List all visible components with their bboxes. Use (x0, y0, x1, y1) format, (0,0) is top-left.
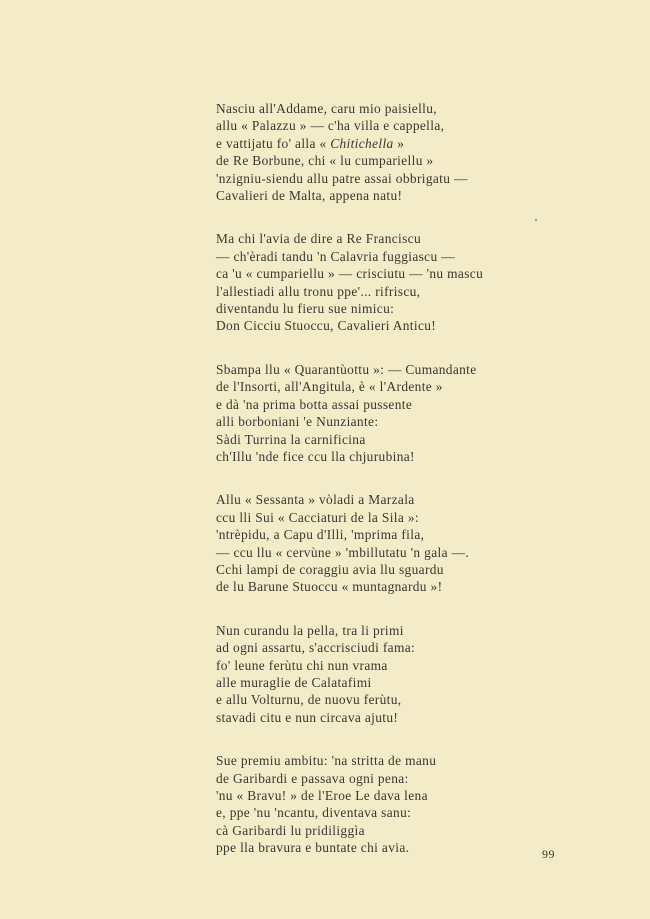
verse-line: Ma chi l'avia de dire a Re Franciscu (216, 231, 422, 247)
verse-line: alli borboniani 'e Nunziante: (216, 414, 379, 430)
verse-line: Nasciu all'Addame, caru mio paisiellu, (216, 101, 437, 116)
verse-line: cà Garibardi lu pridiliggìa (216, 822, 365, 838)
verse-line: Cchi lampi de coraggiu avia llu sguardu (216, 561, 444, 577)
verse-line: de Garibardi e passava ogni pena: (216, 770, 409, 786)
page-number: 99 (542, 847, 555, 861)
verse-line: ppe lla bravura e buntate chi avia. (216, 840, 410, 856)
verse-line: fo' leune ferùtu chi nun vrama (216, 657, 388, 673)
poem-body (216, 100, 516, 883)
verse-line: ch'Illu 'nde fice ccu lla chjurubina! (216, 448, 415, 464)
verse-line: allu « Palazzu » — c'ha villa e cappella, (216, 118, 445, 134)
verse-line: 'nu « Bravu! » de l'Eroe Le dava lena (216, 788, 428, 803)
verse-line: ccu lli Sui « Cacciaturi de la Sila »: (216, 509, 419, 525)
verse-line: diventandu lu fieru sue nimicu: (216, 301, 395, 317)
verse-line: Nun curandu la pella, tra li primi (216, 622, 404, 638)
verse-line: Sue premiu ambitu: 'na stritta de manu (216, 753, 437, 769)
print-speck (535, 219, 537, 221)
verse-line: e allu Volturnu, de nuovu ferùtu, (216, 692, 402, 708)
stanza (216, 361, 516, 465)
stanza (216, 752, 516, 856)
verse-line: e dà 'na prima botta assai pussente (216, 396, 413, 412)
verse-line: 'nzigniu-siendu allu patre assai obbrigatu — (216, 170, 468, 186)
verse-line: de Re Borbune, chi « lu cumpariellu » (216, 153, 434, 169)
verse-line: alle muraglie de Calatafimi (216, 674, 372, 690)
verse-line: ad ogni assartu, s'accrisciudi fama: (216, 640, 416, 656)
verse-line: l'allestiadi allu tronu ppe'... rifriscu, (216, 283, 421, 299)
verse-text: e vattijatu fo' alla « (216, 135, 331, 151)
verse-line (216, 135, 516, 152)
stanza (216, 491, 516, 595)
verse-line: ca 'u « cumpariellu » — crisciutu — 'nu mascu (216, 266, 484, 282)
verse-line: e, ppe 'nu 'ncantu, diventava sanu: (216, 805, 412, 821)
verse-line: Cavalieri de Malta, appena natu! (216, 188, 403, 204)
stanza (216, 230, 516, 334)
verse-line: Don Cicciu Stuoccu, Cavalieri Anticu! (216, 318, 437, 334)
verse-line: de l'Insorti, all'Angitula, è « l'Ardente » (216, 379, 443, 395)
stanza (216, 100, 516, 204)
verse-line: Sbampa llu « Quarantùottu »: — Cumandante (216, 361, 477, 377)
italic-place-name: Chitichella (330, 135, 394, 151)
verse-line: stavadi citu e nun circava ajutu! (216, 709, 399, 725)
verse-line: Allu « Sessanta » vòladi a Marzala (216, 492, 415, 508)
verse-text: » (393, 135, 405, 151)
verse-line: Sàdi Turrina la carnificina (216, 431, 366, 447)
verse-line: de lu Barune Stuoccu « muntagnardu »! (216, 579, 443, 595)
stanza (216, 622, 516, 726)
verse-line: — ccu llu « cervùne » 'mbillutatu 'n gala —. (216, 544, 470, 560)
verse-line: — ch'èradi tandu 'n Calavria fuggiascu — (216, 248, 455, 264)
verse-line: 'ntrèpidu, a Capu d'Illi, 'mprima fila, (216, 527, 425, 543)
